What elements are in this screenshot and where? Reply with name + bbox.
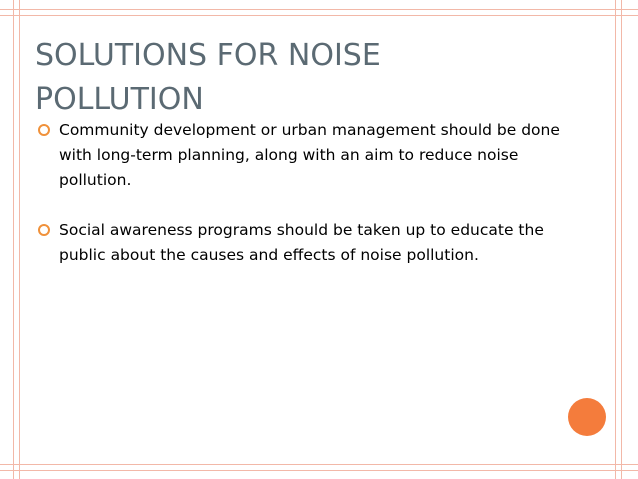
slide-title-line-1: SOLUTIONS FOR NOISE	[35, 38, 381, 74]
bullet-list	[36, 118, 576, 268]
frame-line-right-outer	[621, 0, 622, 479]
bullet-circle-icon	[38, 224, 50, 236]
frame-line-right-inner	[615, 0, 616, 479]
slide-title-line-2: POLLUTION	[35, 82, 204, 118]
frame-line-bottom-outer	[0, 470, 638, 471]
bullet-text: Social awareness programs should be taken up to educate the public about the causes and effects of noise pollution.	[59, 221, 544, 264]
bullet-item	[36, 118, 576, 193]
slide-title	[35, 34, 595, 122]
bullet-circle-icon	[38, 124, 50, 136]
decorative-orange-circle	[568, 398, 606, 436]
bullet-text: Community development or urban management should be done with long-term planning, along with an aim to reduce noise pollution.	[59, 121, 560, 189]
frame-line-top-inner	[0, 15, 638, 16]
frame-line-bottom-inner	[0, 464, 638, 465]
frame-line-left-outer	[13, 0, 14, 479]
frame-line-top-outer	[0, 9, 638, 10]
bullet-item	[36, 218, 576, 268]
frame-line-left-inner	[19, 0, 20, 479]
